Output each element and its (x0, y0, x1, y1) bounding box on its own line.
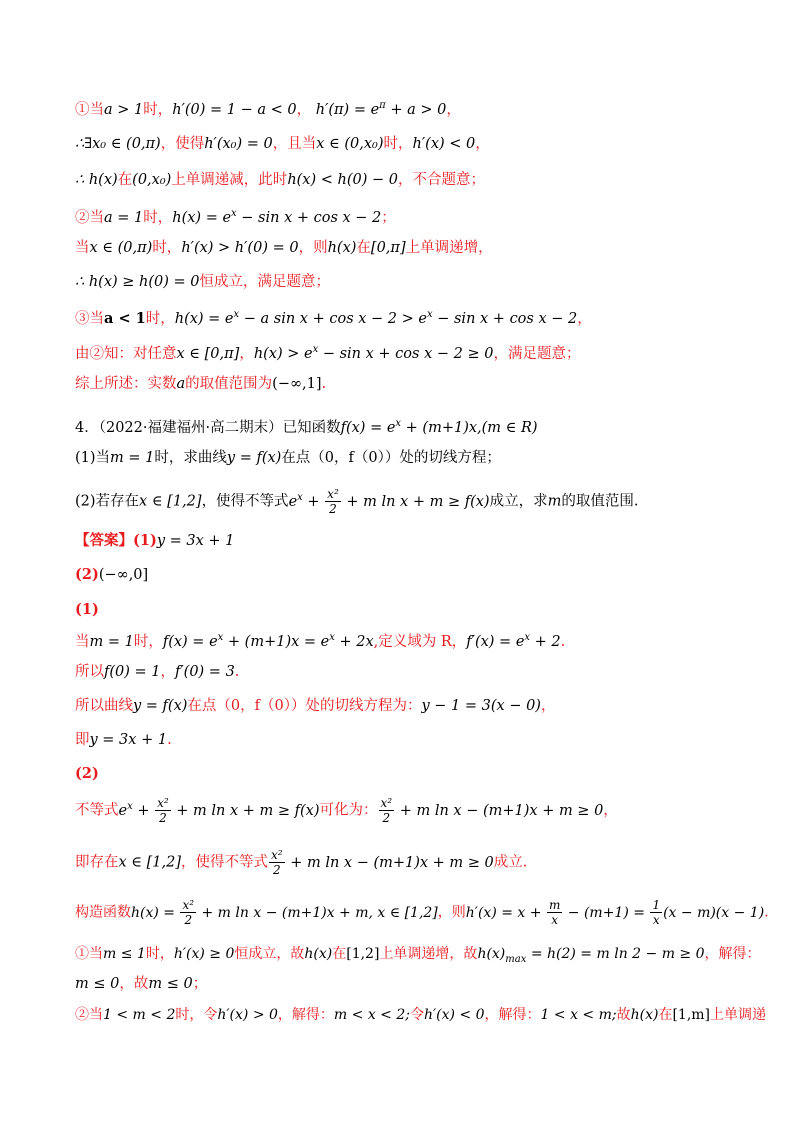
text: 在 (356, 240, 371, 256)
question-4-part-2 (75, 487, 740, 516)
math: $h(x) = e^x - a$ $\sin x + \cos x - 2 > e^x - \sin x + \cos x - 2$ (174, 309, 578, 327)
text: 时， (152, 240, 182, 256)
text: (1) (133, 532, 157, 549)
math: $f(x) = e^x + (m+1)x,(m$ ∈ R) (340, 418, 538, 436)
text: 在点（0，f（0））处的切线方程为： (187, 698, 422, 714)
math: a = 1 (104, 209, 144, 226)
text: ， (160, 664, 175, 680)
math: (−∞,0] (98, 567, 149, 583)
math: m (547, 493, 562, 510)
math: x ∈ [1,2] (139, 493, 202, 510)
math: [1,2] (346, 946, 380, 962)
math: h′(0) = 1 − a < 0 (172, 101, 297, 118)
math: ∴ h(x) (75, 172, 118, 188)
text: 可化为： (319, 802, 378, 819)
math: x ∈ [0,π] (176, 345, 240, 362)
answer-line-1 (75, 531, 740, 551)
solution-1-line-3 (75, 696, 740, 716)
math: h(x) = $\frac{\text{x²}}{2}$ + m ln x − (m+1)x + m, x ∈ [1,2] (131, 898, 438, 927)
text: ，不合题意； (397, 172, 485, 188)
math: a < 1 (104, 309, 146, 327)
text: . (560, 633, 566, 650)
text: ，解得： (277, 1007, 334, 1023)
text: . (167, 732, 172, 748)
text: ，解得： (704, 946, 761, 962)
text: 成立. (493, 854, 528, 871)
case-a-lt-1 (75, 305, 740, 329)
math: y = f(x) (226, 450, 282, 466)
math: m = 1 (110, 450, 155, 466)
math: [0,π] (370, 240, 406, 256)
text: 时， (133, 633, 163, 650)
text: ，满足题意； (493, 345, 581, 362)
text: ②当 (75, 209, 104, 226)
text: 时，求曲线 (154, 450, 227, 466)
text: 时， (145, 946, 174, 962)
question-4-stem (75, 414, 740, 438)
math: $\frac{\text{x²}}{2}$ + m ln x − (m+1)x + m ≥ 0 (380, 796, 604, 825)
math: $f(x) = e^x + (m+1)x = e^x + 2x$ (162, 632, 374, 650)
text: (2)若存在 (75, 493, 140, 510)
math: ∴ h(x) ≥ h(0) = 0 (75, 274, 200, 290)
text: 所以 (75, 664, 104, 680)
math: $f'(x) = e^x + 2$ (466, 632, 561, 650)
conclusion-line (75, 374, 740, 394)
text: 故 (616, 1007, 631, 1023)
solution-2-case-1-result (75, 974, 740, 994)
math: 1 < m < 2 (103, 1007, 176, 1023)
solution-2-line-3 (75, 898, 769, 927)
math: m ≤ 0 (75, 976, 120, 992)
math: f′(0) = 3 (175, 664, 235, 680)
decreasing-line (75, 170, 740, 190)
math: h′(x) > h′(0) = 0 (181, 240, 299, 256)
solution-2-case-1 (75, 944, 761, 970)
math: (0,x₀) (132, 172, 172, 188)
math: h(x) (304, 946, 333, 962)
math: h(x) < h(0) − 0 (287, 172, 398, 188)
text: ①当 (75, 101, 104, 118)
text: ， (540, 698, 556, 714)
text: ，解得： (484, 1007, 541, 1023)
text: ， (603, 802, 618, 819)
math: h′(x) < 0 (412, 136, 476, 152)
text: ③当 (75, 310, 104, 327)
text: ②当 (75, 1007, 103, 1023)
math: x ∈ (0,π) (89, 240, 153, 256)
math: $h'(\pi) = e^\pi + a > 0$ (315, 100, 447, 118)
math: 1 < x < m; (540, 1007, 617, 1023)
solution-1-line-1 (75, 628, 740, 652)
solution-1-line-2 (75, 662, 740, 682)
solution-2-line-1 (75, 796, 740, 825)
text: ， (577, 310, 592, 327)
text: ，则 (298, 240, 328, 256)
math: h′(x) < 0 (423, 1007, 485, 1023)
text: 所以曲线 (75, 698, 133, 714)
text: 上单调递减，此时 (171, 172, 288, 188)
question-4-part-1 (75, 448, 740, 468)
math: h′(x) ≥ 0 (173, 946, 235, 962)
question-number: 4． (75, 419, 99, 436)
math: m = 1 (89, 633, 134, 650)
text: 在点（0，f（0））处的切线方程； (281, 450, 501, 466)
text: ，使得不等式 (181, 854, 269, 871)
text: 令 (409, 1007, 424, 1023)
by-2-line (75, 340, 740, 364)
text: 当 (75, 240, 90, 256)
text: ； (381, 209, 396, 226)
text: 不等式 (75, 802, 119, 819)
text: ， (296, 101, 312, 118)
math: y = 3x + 1 (156, 533, 235, 549)
text: 即 (75, 732, 90, 748)
text: 恒成立，故 (234, 946, 305, 962)
math: x ∈ (0,x₀) (316, 136, 384, 152)
text: 时， (143, 209, 173, 226)
answer-line-2 (75, 565, 740, 585)
exists-x0-line (75, 134, 740, 154)
text: 时， (383, 136, 413, 152)
text: 的取值范围为 (185, 376, 273, 392)
math: [1,m] (672, 1007, 711, 1023)
solution-2-line-2 (75, 848, 740, 877)
text: ； (192, 976, 208, 992)
text: ， (475, 136, 490, 152)
math: (−∞,1] (272, 376, 322, 392)
text: ，使得 (160, 136, 205, 152)
solution-2-case-2 (75, 1005, 767, 1025)
text: ，使得不等式 (201, 493, 289, 510)
question-source: （2022·福建福州·高二期末）已知函数 (98, 419, 341, 436)
math: $\frac{\text{x²}}{2}$ + m ln x − (m+1)x + m ≥ 0 (271, 848, 494, 877)
text: ,定义域为 R， (373, 633, 467, 650)
text: (2) (75, 566, 99, 583)
text: . (321, 376, 327, 392)
math: $h(x)_{max} = h(2) = m$ ln 2 − m ≥ 0 (477, 946, 705, 965)
math: m ≤ 0 (148, 976, 193, 992)
math: $h(x) = e^x - \sin x + \cos x - 2$ (172, 208, 382, 226)
text: ，则 (437, 904, 466, 921)
increasing-line (75, 238, 740, 258)
solution-1-line-4 (75, 730, 740, 750)
solution-2-heading: (2) (75, 765, 99, 782)
math: $e^x$ + $\frac{\text{x²}}{2}$ + m ln x + m ≥ f(x) (288, 487, 490, 516)
text: 综上所述：实数 (75, 376, 177, 392)
text: . (764, 904, 769, 921)
math: m ≤ 1 (103, 946, 146, 962)
text: 上单调递增，故 (379, 946, 478, 962)
text: (1)当 (75, 450, 111, 466)
text: 上单调递 (710, 1007, 767, 1023)
math: h′(x₀) = 0 (204, 136, 273, 152)
text: 的取值范围. (561, 493, 639, 510)
holds-line (75, 272, 740, 292)
math: h(x) (630, 1007, 659, 1023)
text: . (234, 664, 240, 680)
text: 在 (117, 172, 133, 188)
answer-label: 【答案】 (75, 532, 133, 549)
text: 在 (332, 946, 347, 962)
case-a-gt-1 (75, 96, 740, 120)
math: y − 1 = 3(x − 0) (421, 698, 541, 714)
solution-1-heading: (1) (75, 601, 99, 618)
text: ①当 (75, 946, 103, 962)
math: m < x < 2; (333, 1007, 410, 1023)
math: ∴∃x₀ ∈ (0,π) (75, 136, 161, 152)
math: a > 1 (104, 101, 144, 118)
text: 在 (658, 1007, 673, 1023)
text: ， (446, 101, 461, 118)
case-a-eq-1 (75, 204, 740, 228)
math: h(x) (327, 240, 357, 256)
math: $h(x) > e^x - \sin x + \cos x - 2 \ge 0$ (253, 344, 494, 362)
text: 时， (145, 310, 175, 327)
math: h′(x) = x + $\frac{m}{x}$ − (m+1) = $\frac{1}{x}$ (x − m)(x − 1) (465, 898, 765, 927)
text: ，且当 (272, 136, 317, 152)
text: 上单调递增， (405, 240, 493, 256)
text: 即存在 (75, 854, 119, 871)
math: y = 3x + 1 (89, 732, 168, 748)
text: 时，令 (175, 1007, 218, 1023)
math: y = f(x) (133, 698, 188, 714)
text: 由②知：对任意 (75, 345, 177, 362)
math: x ∈ [1,2] (118, 854, 182, 871)
text: 时， (143, 101, 173, 118)
text: 当 (75, 633, 90, 650)
text: 恒成立，满足题意； (199, 274, 331, 290)
text: ， (239, 345, 254, 362)
math: f(0) = 1 (104, 664, 161, 680)
text: ，故 (119, 976, 149, 992)
math: a (176, 376, 186, 392)
text: 构造函数 (75, 904, 131, 921)
math: $e^x$ + $\frac{\text{x²}}{2}$ + m ln x + m ≥ f(x) (118, 796, 320, 825)
text: 成立，求 (489, 493, 548, 510)
math: h′(x) > 0 (217, 1007, 278, 1023)
